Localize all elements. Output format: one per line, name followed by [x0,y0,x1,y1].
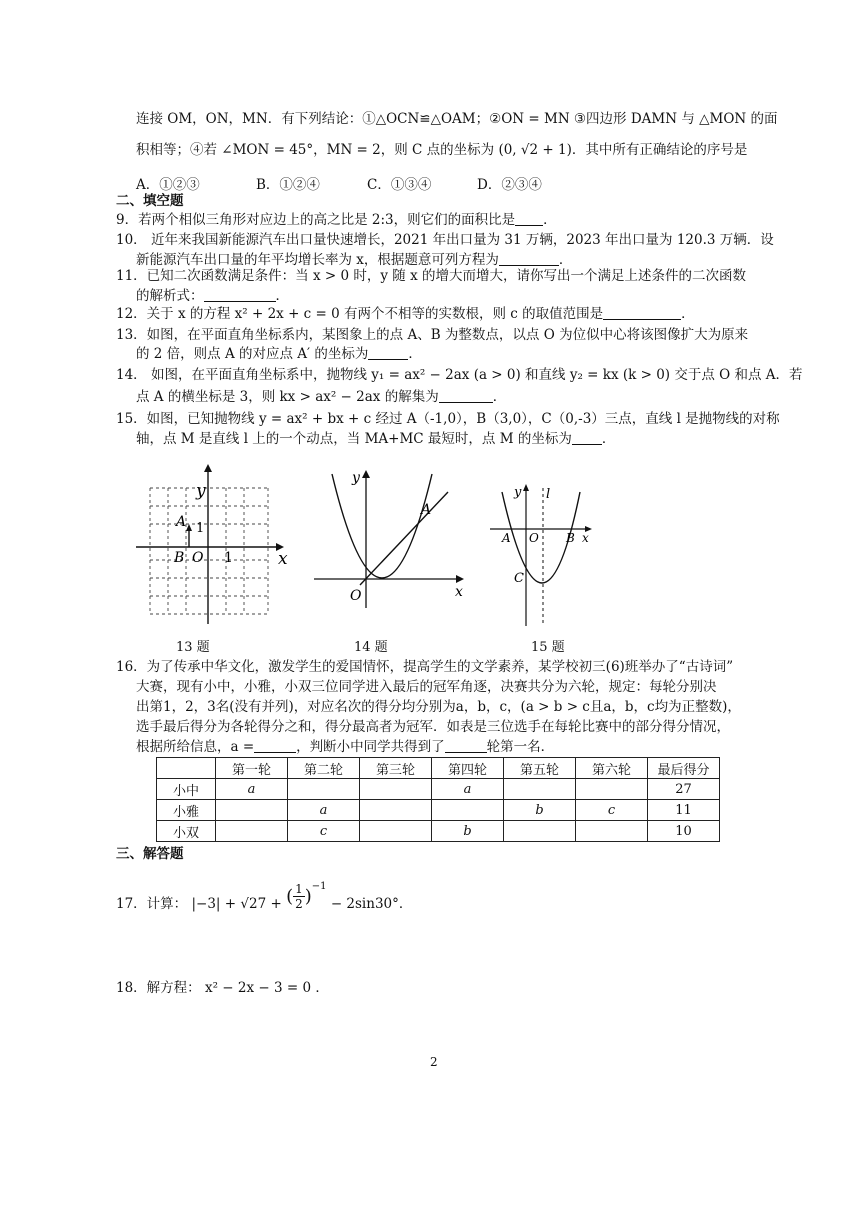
table-cell [576,779,648,800]
q16-line5 [136,737,554,757]
q17-right-paren: ) [304,886,312,907]
table-cell: c [576,800,648,821]
q12-text: 12．关于 x 的方程 x² + 2x + c = 0 有两个不相等的实数根，则 c 的取值范围是 ． [116,306,695,322]
fig14-line [360,492,448,585]
table-header-cell: 第四轮 [432,758,504,779]
q13-line2: 的 2 倍，则点 A 的对应点 A′ 的坐标为 ． [136,346,422,362]
table-row [157,821,720,842]
fig14-y-label: y [352,470,360,486]
q17-exponent: −1 [311,880,327,892]
q15-line1: 15．如图，已知抛物线 y = ax² + bx + c 经过 A（-1,0），B（3,0），C（0,-3）三点，直线 l 是抛物线的对称 [116,411,780,427]
q9-stem: 9．若两个相似三角形对应边上的高之比是 2:3，则它们的面积比是 [116,212,516,228]
table-header-cell: 第六轮 [576,758,648,779]
q14-answer-blank[interactable] [439,388,493,403]
q17-left-paren: ( [286,886,294,907]
table-header-cell: 第三轮 [360,758,432,779]
table-cell: b [432,821,504,842]
table-cell [360,800,432,821]
fig15-origin-label: O [529,531,539,545]
figure-13-grid-graph [130,458,290,628]
q15-stem: 轴，点 M 是直线 l 上的一个动点，当 MA+MC 最短时，点 M 的坐标为 [136,431,572,447]
q13-line1: 13．如图，在平面直角坐标系内，某图象上的点 A、B 为整数点，以点 O 为位似中心将该图像扩大为原来 [116,327,749,343]
q18-text: 18．解方程： x² − 2x − 3 = 0 ． [116,980,329,996]
fig14-x-arrow-icon [456,575,464,583]
table-cell: 小双 [157,821,216,842]
fig13-origin-label: O [192,550,204,566]
section-fill-in-heading: 二、填空题 [116,193,184,209]
q11-answer-blank[interactable] [204,287,276,302]
q10-line2: 新能源汽车出口量的年平均增长率为 x，根据题意可列方程为 ． [136,252,573,268]
fig13-grid [150,488,268,614]
table-header-cell: 第二轮 [288,758,360,779]
q16-a-blank[interactable] [254,738,296,753]
table-cell [432,800,504,821]
table-cell: c [288,821,360,842]
table-header-cell: 最后得分 [648,758,720,779]
q15-line2: 轴，点 M 是直线 l 上的一个动点，当 MA+MC 最短时，点 M 的坐标为 ． [136,431,616,447]
q9-text: 9．若两个相似三角形对应边上的高之比是 2:3，则它们的面积比是 ． [116,212,557,228]
q16-line1: 16．为了传承中华文化，激发学生的爱国情怀，提高学生的文学素养，某学校初三(6)班举办了“古诗词” [116,659,734,675]
fig15-y-label: y [514,485,522,500]
q8-line1: 连接 OM，ON，MN．有下列结论：①△OCN≌△OAM；②ON = MN ③四边形 DAMN 与 △MON 的面 [136,111,778,127]
q9-answer-blank[interactable] [515,211,543,226]
page-number: 2 [430,1055,438,1069]
table-cell [360,779,432,800]
q8-option-b: B．①②④ [256,177,320,193]
q10-answer-blank[interactable] [499,251,559,266]
table-cell [216,800,288,821]
table-cell [504,779,576,800]
fig14-point-a-label: A [421,502,432,518]
figure-14-caption: 14 题 [354,640,388,655]
figure-14-parabola-line [310,462,470,612]
q12-stem: 12．关于 x 的方程 x² + 2x + c = 0 有两个不相等的实数根，则 c 的取值范围是 [116,306,604,322]
q13-answer-blank[interactable] [368,345,408,360]
score-table [156,757,720,842]
q17-expression-b: − 2sin30°． [330,896,413,912]
table-cell: 11 [648,800,720,821]
q17-expression-a: |−3| + √27 + [191,896,282,912]
fig15-x-label: x [582,531,589,545]
fig15-y-arrow-icon [523,484,529,491]
fig13-point-b-label: B [174,550,185,566]
q17-fraction [293,882,305,911]
table-cell: 10 [648,821,720,842]
q17-problem [116,882,412,922]
table-cell: 小雅 [157,800,216,821]
q16-stem-c: 轮第一名． [486,739,555,755]
table-cell: b [504,800,576,821]
table-cell [576,821,648,842]
table-cell: 小中 [157,779,216,800]
table-cell [360,821,432,842]
q10-stem: 新能源汽车出口量的年平均增长率为 x，根据题意可列方程为 [136,252,499,268]
figure-15-caption: 15 题 [531,640,565,655]
fig15-point-a-label: A [502,531,511,545]
fig15-l-label: l [546,487,551,502]
q16-line3: 出第1，2，3名(没有并列)，对应名次的得分均分别为a，b，c，(a > b > c且a，b，c均为正整数)， [136,699,741,715]
q11-line2: 的解析式： ． [136,288,289,304]
q16-stem-a: 根据所给信息，a = [136,739,255,755]
q16-line4: 选手最后得分为各轮得分之和，得分最高者为冠军．如表是三位选手在每轮比赛中的部分得分情况， [136,719,730,735]
table-row [157,779,720,800]
q16-stem-b: ，判断小中同学共得到了 [296,739,445,755]
q8-option-c: C．①③④ [367,177,432,193]
q17-fraction-denominator: 2 [295,897,303,911]
table-cell [288,779,360,800]
fig14-x-label: x [455,584,463,600]
q14-line1: 14． 如图，在平面直角坐标系中，抛物线 y₁ = ax² − 2ax (a > 0) 和直线 y₂ = kx (k > 0) 交于点 O 和点 A．若 [116,367,803,383]
table-header-cell [157,758,216,779]
fig13-segment-arrow-icon [186,524,192,531]
q14-stem: 点 A 的横坐标是 3，则 kx > ax² − 2ax 的解集为 [136,389,439,405]
q8-option-a: A．①②③ [136,177,200,193]
q16-rounds-blank[interactable] [445,738,487,753]
fig14-origin-label: O [350,588,362,604]
q15-answer-blank[interactable] [572,430,602,445]
table-cell: a [288,800,360,821]
q10-line1: 10． 近年来我国新能源汽车出口量快速增长，2021 年出口量为 31 万辆，2023 年出口量为 120.3 万辆．设 [116,232,774,248]
q11-stem: 的解析式： [136,288,204,304]
q8-line2: 积相等；④若 ∠MON = 45°，MN = 2，则 C 点的坐标为 (0, √2 + 1)．其中所有正确结论的序号是 [136,142,748,158]
table-cell: a [432,779,504,800]
table-header-cell: 第一轮 [216,758,288,779]
table-header-row [157,758,720,779]
figure-15-parabola-symmetry [488,478,598,628]
q17-prefix: 17．计算： [116,896,188,912]
fig15-point-c-label: C [514,571,524,586]
table-cell: 27 [648,779,720,800]
q11-line1: 11．已知二次函数满足条件：当 x > 0 时，y 随 x 的增大而增大，请你写出一个满足上述条件的二次函数 [116,268,746,284]
q12-answer-blank[interactable] [603,305,681,320]
q17-fraction-numerator: 1 [295,882,303,896]
table-header-cell: 第五轮 [504,758,576,779]
table-cell [504,821,576,842]
fig15-point-b-label: B [566,531,575,545]
figure-13-caption: 13 题 [176,640,210,655]
fig13-y-unit-label: 1 [196,521,205,536]
table-cell: a [216,779,288,800]
q8-option-d: D．②③④ [477,177,542,193]
fig13-x-unit-label: 1 [224,550,233,566]
fig13-y-label: y [196,481,206,501]
q16-line2: 大赛，现有小中，小雅，小双三位同学进入最后的冠军角逐，决赛共分为六轮，规定：每轮分别决 [136,679,717,695]
q13-stem: 的 2 倍，则点 A 的对应点 A′ 的坐标为 [136,346,369,362]
table-cell [216,821,288,842]
fig13-y-arrow-icon [204,464,212,472]
fig13-point-a-label: A [176,514,187,530]
table-row [157,800,720,821]
section-answer-heading: 三、解答题 [116,846,184,862]
fig13-x-label: x [278,549,288,569]
q14-line2: 点 A 的横坐标是 3，则 kx > ax² − 2ax 的解集为 ． [136,389,507,405]
fig14-y-arrow-icon [362,470,370,478]
